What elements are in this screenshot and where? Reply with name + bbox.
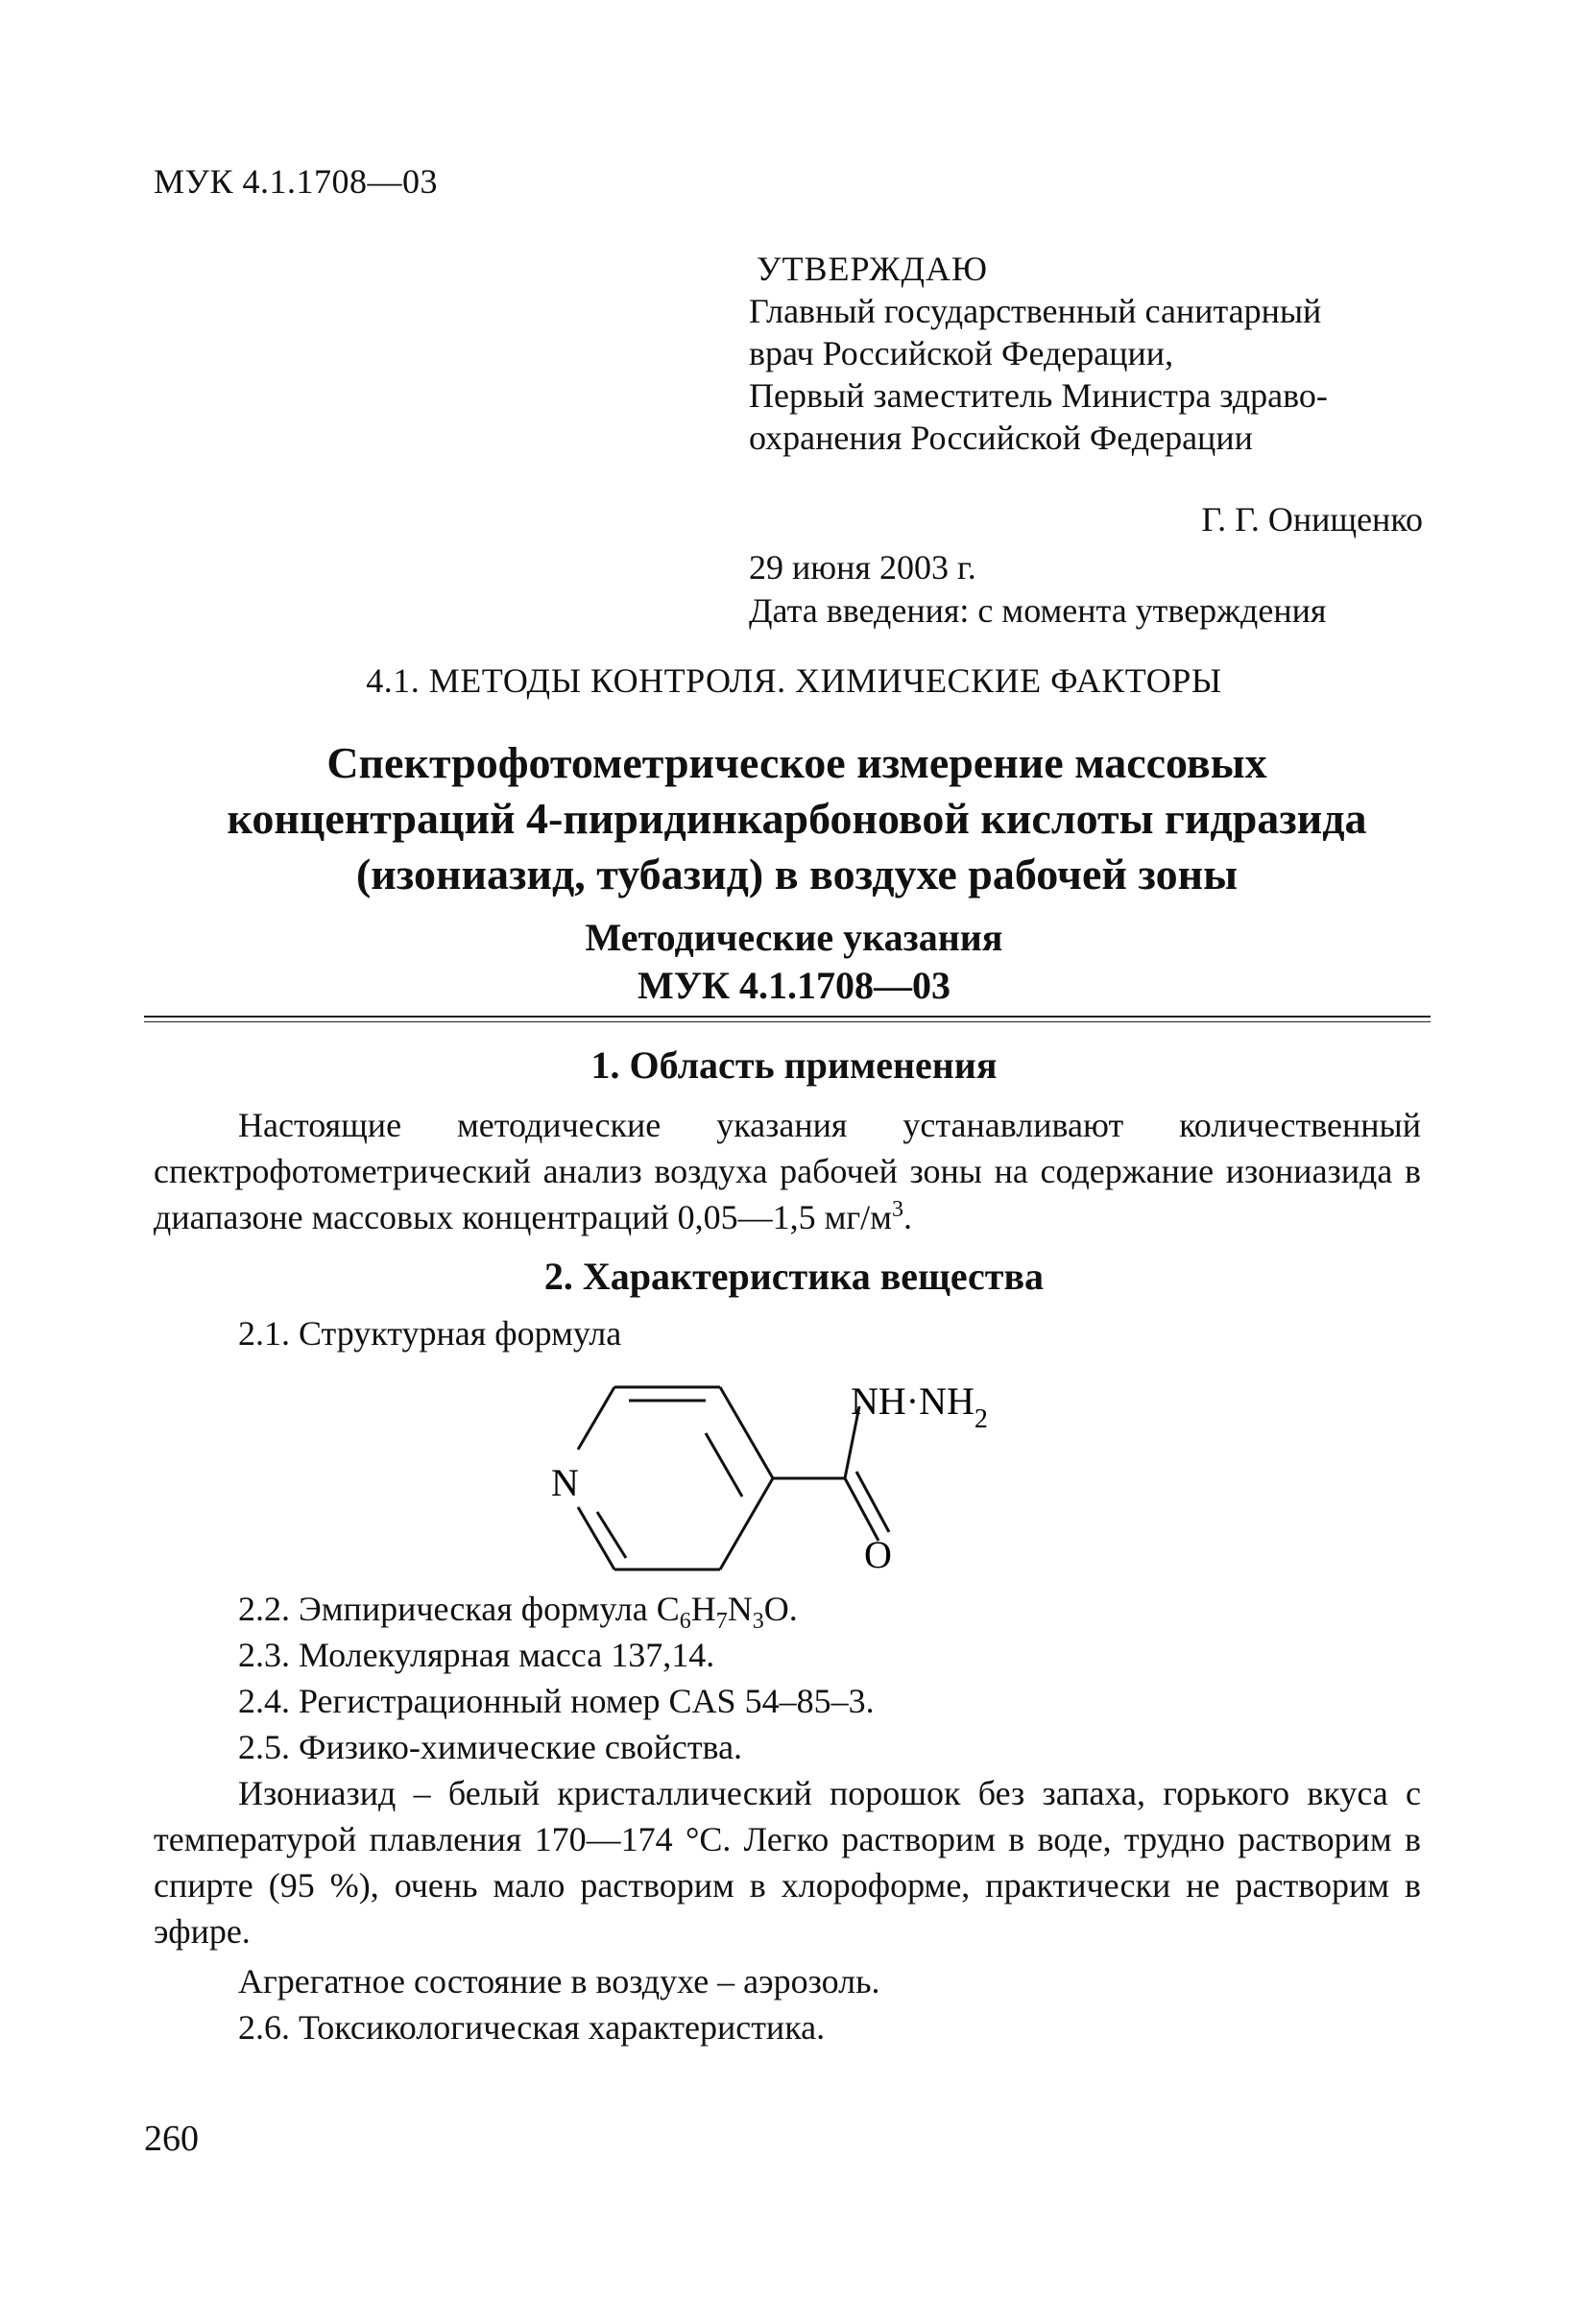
section-1-text <box>154 1102 1421 1240</box>
subtitle-line: Методические указания <box>585 916 1003 959</box>
divider-rule <box>144 1016 1431 1018</box>
formula-element: N <box>727 1590 753 1628</box>
sentence-end: . <box>902 1198 912 1236</box>
carbonyl-bond <box>845 1478 878 1541</box>
section-1-body: Настоящие методические указания устанавливают количественный спектрофотометрический анализ воздуха рабочей зоны на содержание изониазида в диапазоне массовых концентраций 0,05—1,5 мг/м <box>154 1106 1421 1236</box>
approval-block <box>749 248 1459 459</box>
formula-element: O. <box>763 1590 798 1628</box>
formula-prefix: 2.2. Эмпирическая формула C <box>238 1590 680 1628</box>
section-1-heading: 1. Область применения <box>590 1043 998 1087</box>
approval-heading: УТВЕРЖДАЮ <box>757 250 989 288</box>
document-title <box>134 735 1459 902</box>
title-line: (изониазид, тубазид) в воздухе рабочей зоны <box>355 850 1239 898</box>
item-2-3: 2.3. Молекулярная масса 137,14. <box>238 1636 715 1674</box>
approval-line: Главный государственный санитарный <box>749 292 1322 330</box>
superscript: 3 <box>891 1197 903 1222</box>
item-2-4: 2.4. Регистрационный номер CAS 54–85–3. <box>238 1682 875 1720</box>
page-number: 260 <box>144 2119 199 2159</box>
item-2-6: 2.6. Токсикологическая характеристика. <box>238 2008 826 2047</box>
document-subtitle <box>0 914 1588 1010</box>
double-bond <box>597 1512 626 1558</box>
section-2-heading: 2. Характеристика вещества <box>543 1255 1045 1298</box>
properties-paragraph: Изониазид – белый кристаллический порошок без запаха, горького вкуса с температурой плавления 170—174 °С. Легко растворим в воде, трудно растворим в спирте (95 %), очень мало растворим в хлороформе, практически не растворим в эфире. <box>154 1774 1421 1951</box>
approval-line: охранения Российской Федерации <box>749 419 1253 457</box>
approval-date: 29 июня 2003 г. <box>749 548 976 587</box>
introduction-date: Дата введения: с момента утверждения <box>749 591 1327 630</box>
amine-subscript: 2 <box>974 1404 988 1434</box>
ring-bond <box>720 1478 773 1569</box>
divider-rule <box>144 1021 1431 1022</box>
formula-element: H <box>690 1590 716 1628</box>
dates-block <box>749 543 1479 630</box>
document-code: МУК 4.1.1708—03 <box>154 162 439 201</box>
ring-bond <box>578 1387 614 1450</box>
item-2-1: 2.1. Структурная формула <box>238 1314 622 1353</box>
approval-line: Первый заместитель Министра здраво- <box>749 376 1328 415</box>
approval-line: врач Российской Федерации, <box>749 334 1174 372</box>
title-line: концентраций 4-пиридинкарбоновой кислоты гидразида <box>227 794 1367 843</box>
ring-bond <box>578 1507 614 1569</box>
nitrogen-label: N <box>551 1461 579 1504</box>
oxygen-label: O <box>864 1533 892 1576</box>
ring-bond <box>720 1387 773 1478</box>
subscript: 3 <box>752 1609 764 1635</box>
item-2-2 <box>238 1586 798 1635</box>
aggregate-state: Агрегатное состояние в воздухе – аэрозоль. <box>238 1962 880 2001</box>
signer-name: Г. Г. Онищенко <box>1201 500 1423 539</box>
item-2-5: 2.5. Физико-химические свойства. <box>238 1728 743 1766</box>
subtitle-line: МУК 4.1.1708—03 <box>637 964 951 1007</box>
amine-label <box>851 1379 988 1434</box>
section-heading: 4.1. МЕТОДЫ КОНТРОЛЯ. ХИМИЧЕСКИЕ ФАКТОРЫ <box>366 661 1222 700</box>
structural-formula-diagram <box>538 1368 1037 1579</box>
subscript: 7 <box>715 1609 728 1635</box>
amine-group: NH·NH <box>851 1379 974 1423</box>
title-line: Спектрофотометрическое измерение массовых <box>326 738 1267 787</box>
subscript: 6 <box>679 1609 691 1635</box>
double-bond <box>706 1433 742 1497</box>
carbonyl-double-bond <box>856 1472 889 1532</box>
